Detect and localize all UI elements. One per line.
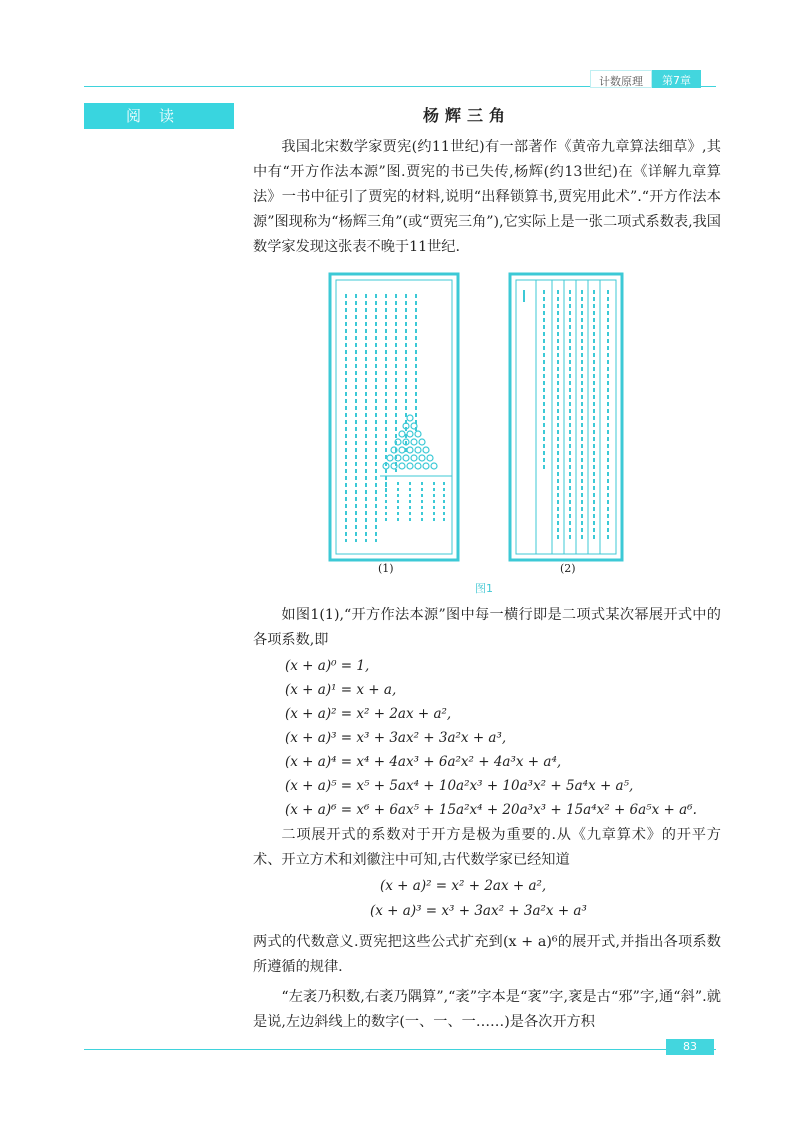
intro-paragraph: 我国北宋数学家贾宪(约11世纪)有一部著作《黄帝九章算法细草》,其中有“开方作法本源”图.贾宪的书已失传,杨辉(约13世纪)在《详解九章算法》一书中征引了贾宪的材料,说明“出释锁算书,贾宪用此术”.“开方作法本源”图现称为“杨辉三角”(或“贾宪三角”),它实际上是一张二项式系数表,我国数学家发现这张表不晚于11世纪.	[253, 139, 721, 255]
reading-label: 阅读	[84, 103, 234, 129]
equation-6: (x + a)⁶ = x⁶ + 6ax⁵ + 15a²x⁴ + 20a³x³ + 15a⁴x² + 6a⁵x + a⁶.	[285, 802, 697, 818]
footer-rule	[84, 1049, 716, 1050]
chapter-tag	[590, 70, 701, 88]
center-equation-cube: (x + a)³ = x³ + 3ax² + 3a²x + a³	[370, 903, 587, 919]
paragraph-jiaxian: 两式的代数意义.贾宪把这些公式扩充到(x + a)⁶的展开式,并指出各项系数所遵循的规律.	[253, 934, 721, 975]
equation-2: (x + a)² = x² + 2ax + a²,	[285, 706, 452, 722]
manuscript-illustration	[324, 272, 624, 572]
figure-caption: 图1	[475, 582, 493, 595]
equation-5: (x + a)⁵ = x⁵ + 5ax⁴ + 10a²x³ + 10a³x² + 5a⁴x + a⁵,	[285, 778, 634, 794]
equation-1: (x + a)¹ = x + a,	[285, 682, 397, 698]
paragraph-diagonal: “左袤乃积数,右袤乃隅算”,“袤”字本是“衺”字,衺是古“邪”字,通“斜”.就是说,左边斜线上的数字(一、一、一……)是各次开方积	[253, 989, 721, 1030]
equation-4: (x + a)⁴ = x⁴ + 4ax³ + 6a²x² + 4a³x + a⁴,	[285, 754, 562, 770]
figure-label-1: (1)	[378, 562, 394, 575]
section-name: 计数原理	[590, 70, 652, 88]
center-equation-square: (x + a)² = x² + 2ax + a²,	[380, 878, 547, 894]
page-number: 83	[666, 1039, 714, 1055]
paragraph-expansion: 如图1(1),“开方作法本源”图中每一横行即是二项式某次幂展开式中的各项系数,即	[253, 607, 721, 648]
equation-0: (x + a)⁰ = 1,	[285, 658, 370, 674]
figure-manuscripts	[324, 272, 624, 572]
page-title: 杨辉三角	[423, 106, 512, 125]
chapter-name: 第7章	[652, 70, 701, 88]
equation-3: (x + a)³ = x³ + 3ax² + 3a²x + a³,	[285, 730, 507, 746]
figure-label-2: (2)	[560, 562, 576, 575]
paragraph-importance: 二项展开式的系数对于开方是极为重要的.从《九章算术》的开平方术、开立方术和刘徽注中可知,古代数学家已经知道	[253, 827, 721, 868]
